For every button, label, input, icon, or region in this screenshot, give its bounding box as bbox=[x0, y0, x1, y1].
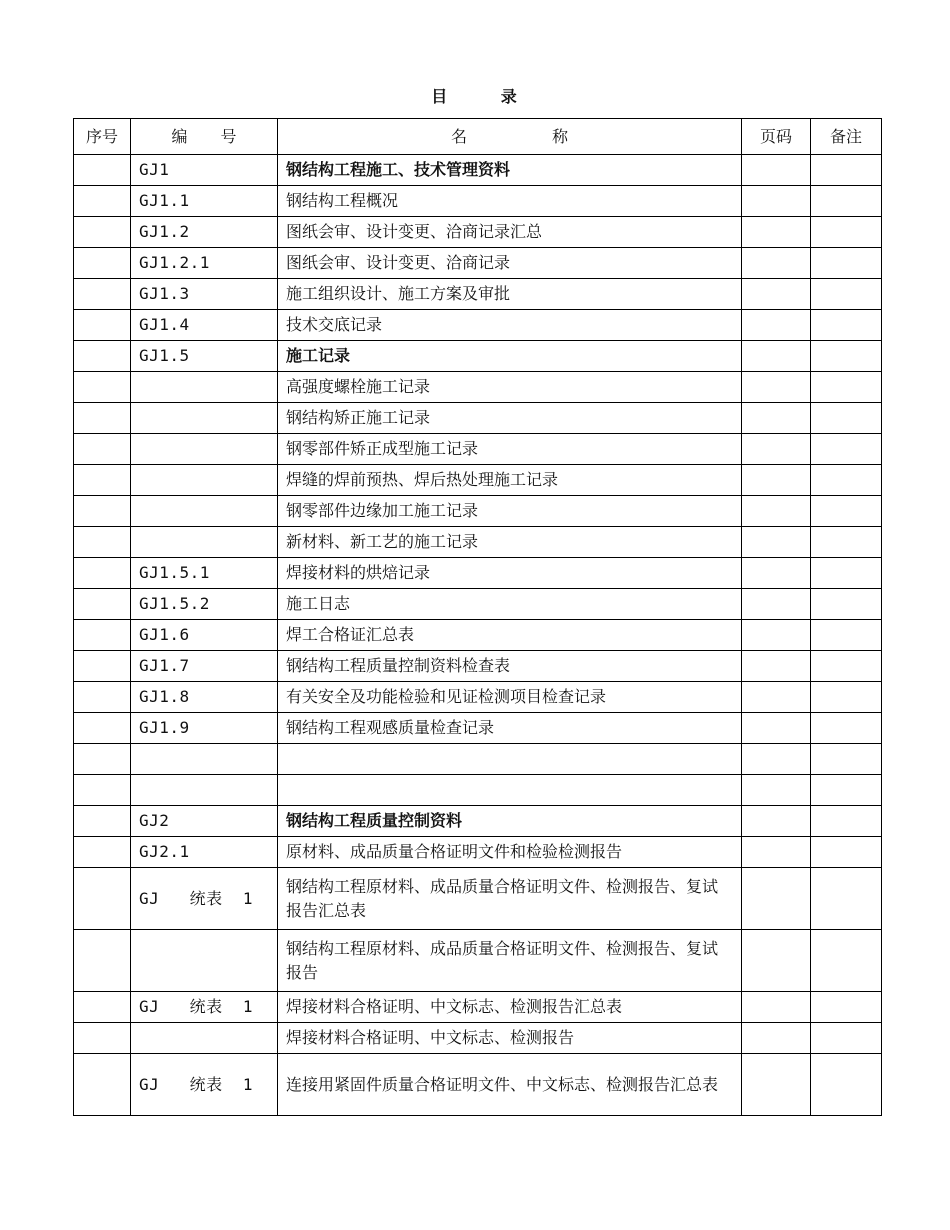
remark-cell bbox=[811, 217, 882, 248]
code-cell: GJ1.6 bbox=[131, 620, 278, 651]
code-cell bbox=[131, 930, 278, 992]
name-cell: 钢结构工程原材料、成品质量合格证明文件、检测报告、复试报告 bbox=[278, 930, 742, 992]
name-cell: 钢结构工程质量控制资料 bbox=[278, 806, 742, 837]
table-row bbox=[74, 1054, 882, 1116]
table-row bbox=[74, 744, 882, 775]
header-row bbox=[74, 119, 882, 155]
table-row bbox=[74, 682, 882, 713]
page-cell bbox=[742, 558, 811, 589]
name-cell: 钢结构矫正施工记录 bbox=[278, 403, 742, 434]
remark-cell bbox=[811, 1023, 882, 1054]
remark-cell bbox=[811, 527, 882, 558]
remark-cell bbox=[811, 744, 882, 775]
code-cell bbox=[131, 434, 278, 465]
table-row bbox=[74, 527, 882, 558]
remark-cell bbox=[811, 248, 882, 279]
name-cell bbox=[278, 775, 742, 806]
name-cell: 钢结构工程施工、技术管理资料 bbox=[278, 155, 742, 186]
name-cell: 焊接材料的烘焙记录 bbox=[278, 558, 742, 589]
seq-cell bbox=[74, 248, 131, 279]
remark-cell bbox=[811, 279, 882, 310]
code-cell: GJ1.1 bbox=[131, 186, 278, 217]
remark-cell bbox=[811, 837, 882, 868]
code-cell bbox=[131, 372, 278, 403]
name-cell: 原材料、成品质量合格证明文件和检验检测报告 bbox=[278, 837, 742, 868]
remark-cell bbox=[811, 1054, 882, 1116]
page-cell bbox=[742, 806, 811, 837]
name-cell: 有关安全及功能检验和见证检测项目检查记录 bbox=[278, 682, 742, 713]
seq-cell bbox=[74, 713, 131, 744]
code-cell bbox=[131, 775, 278, 806]
code-cell: GJ 统表 1 bbox=[131, 868, 278, 930]
seq-cell bbox=[74, 589, 131, 620]
name-cell bbox=[278, 744, 742, 775]
remark-cell bbox=[811, 496, 882, 527]
table-row bbox=[74, 589, 882, 620]
header-code: 编 号 bbox=[131, 119, 278, 155]
table-row bbox=[74, 558, 882, 589]
table-row bbox=[74, 837, 882, 868]
remark-cell bbox=[811, 930, 882, 992]
seq-cell bbox=[74, 775, 131, 806]
seq-cell bbox=[74, 465, 131, 496]
code-cell bbox=[131, 465, 278, 496]
code-cell bbox=[131, 744, 278, 775]
seq-cell bbox=[74, 403, 131, 434]
name-cell: 焊工合格证汇总表 bbox=[278, 620, 742, 651]
table-row bbox=[74, 248, 882, 279]
name-cell: 施工记录 bbox=[278, 341, 742, 372]
name-cell: 连接用紧固件质量合格证明文件、中文标志、检测报告汇总表 bbox=[278, 1054, 742, 1116]
code-cell bbox=[131, 403, 278, 434]
name-cell: 图纸会审、设计变更、洽商记录汇总 bbox=[278, 217, 742, 248]
table-row bbox=[74, 930, 882, 992]
name-cell: 钢零部件矫正成型施工记录 bbox=[278, 434, 742, 465]
table-row bbox=[74, 465, 882, 496]
seq-cell bbox=[74, 155, 131, 186]
name-cell: 钢结构工程质量控制资料检查表 bbox=[278, 651, 742, 682]
page-cell bbox=[742, 682, 811, 713]
table-row bbox=[74, 310, 882, 341]
remark-cell bbox=[811, 713, 882, 744]
seq-cell bbox=[74, 186, 131, 217]
remark-cell bbox=[811, 155, 882, 186]
name-cell: 图纸会审、设计变更、洽商记录 bbox=[278, 248, 742, 279]
toc-table bbox=[73, 118, 882, 1116]
seq-cell bbox=[74, 1023, 131, 1054]
page-cell bbox=[742, 620, 811, 651]
table-row bbox=[74, 651, 882, 682]
remark-cell bbox=[811, 465, 882, 496]
name-cell: 焊接材料合格证明、中文标志、检测报告 bbox=[278, 1023, 742, 1054]
code-cell bbox=[131, 527, 278, 558]
header-remark: 备注 bbox=[811, 119, 882, 155]
seq-cell bbox=[74, 558, 131, 589]
code-cell: GJ1.5.1 bbox=[131, 558, 278, 589]
seq-cell bbox=[74, 806, 131, 837]
table-row bbox=[74, 434, 882, 465]
seq-cell bbox=[74, 341, 131, 372]
name-cell: 钢结构工程观感质量检查记录 bbox=[278, 713, 742, 744]
code-cell: GJ1.9 bbox=[131, 713, 278, 744]
name-cell: 钢结构工程概况 bbox=[278, 186, 742, 217]
table-row bbox=[74, 403, 882, 434]
page-cell bbox=[742, 775, 811, 806]
table-row bbox=[74, 806, 882, 837]
seq-cell bbox=[74, 651, 131, 682]
seq-cell bbox=[74, 744, 131, 775]
table-row bbox=[74, 775, 882, 806]
page-cell bbox=[742, 744, 811, 775]
remark-cell bbox=[811, 341, 882, 372]
table-row bbox=[74, 372, 882, 403]
table-row bbox=[74, 496, 882, 527]
code-cell: GJ2.1 bbox=[131, 837, 278, 868]
table-row bbox=[74, 186, 882, 217]
code-cell: GJ 统表 1 bbox=[131, 1054, 278, 1116]
code-cell: GJ1.3 bbox=[131, 279, 278, 310]
seq-cell bbox=[74, 310, 131, 341]
code-cell: GJ1.4 bbox=[131, 310, 278, 341]
remark-cell bbox=[811, 682, 882, 713]
name-cell: 焊接材料合格证明、中文标志、检测报告汇总表 bbox=[278, 992, 742, 1023]
seq-cell bbox=[74, 1054, 131, 1116]
page-cell bbox=[742, 465, 811, 496]
table-row bbox=[74, 868, 882, 930]
table-row bbox=[74, 620, 882, 651]
seq-cell bbox=[74, 279, 131, 310]
remark-cell bbox=[811, 372, 882, 403]
code-cell: GJ1.5 bbox=[131, 341, 278, 372]
seq-cell bbox=[74, 372, 131, 403]
header-name: 名 称 bbox=[278, 119, 742, 155]
code-cell: GJ1.8 bbox=[131, 682, 278, 713]
name-cell: 施工日志 bbox=[278, 589, 742, 620]
table-row bbox=[74, 341, 882, 372]
seq-cell bbox=[74, 217, 131, 248]
table-row bbox=[74, 713, 882, 744]
remark-cell bbox=[811, 868, 882, 930]
name-cell: 施工组织设计、施工方案及审批 bbox=[278, 279, 742, 310]
code-cell: GJ1 bbox=[131, 155, 278, 186]
page-cell bbox=[742, 713, 811, 744]
page-cell bbox=[742, 279, 811, 310]
seq-cell bbox=[74, 682, 131, 713]
header-page: 页码 bbox=[742, 119, 811, 155]
page-cell bbox=[742, 434, 811, 465]
seq-cell bbox=[74, 837, 131, 868]
remark-cell bbox=[811, 558, 882, 589]
page-cell bbox=[742, 310, 811, 341]
remark-cell bbox=[811, 589, 882, 620]
code-cell: GJ1.7 bbox=[131, 651, 278, 682]
code-cell: GJ 统表 1 bbox=[131, 992, 278, 1023]
table-row bbox=[74, 1023, 882, 1054]
page-cell bbox=[742, 930, 811, 992]
toc-body bbox=[74, 155, 882, 1116]
table-row bbox=[74, 992, 882, 1023]
name-cell: 技术交底记录 bbox=[278, 310, 742, 341]
page-cell bbox=[742, 1054, 811, 1116]
page-cell bbox=[742, 372, 811, 403]
code-cell bbox=[131, 1023, 278, 1054]
code-cell: GJ1.5.2 bbox=[131, 589, 278, 620]
name-cell: 钢零部件边缘加工施工记录 bbox=[278, 496, 742, 527]
page-cell bbox=[742, 837, 811, 868]
table-row bbox=[74, 155, 882, 186]
seq-cell bbox=[74, 620, 131, 651]
document-title: 目 录 bbox=[431, 87, 519, 106]
remark-cell bbox=[811, 992, 882, 1023]
table-row bbox=[74, 279, 882, 310]
code-cell: GJ1.2.1 bbox=[131, 248, 278, 279]
page-cell bbox=[742, 527, 811, 558]
seq-cell bbox=[74, 868, 131, 930]
page-cell bbox=[742, 217, 811, 248]
seq-cell bbox=[74, 434, 131, 465]
remark-cell bbox=[811, 806, 882, 837]
page-cell bbox=[742, 341, 811, 372]
page-cell bbox=[742, 403, 811, 434]
page-cell bbox=[742, 186, 811, 217]
remark-cell bbox=[811, 186, 882, 217]
remark-cell bbox=[811, 434, 882, 465]
seq-cell bbox=[74, 930, 131, 992]
name-cell: 钢结构工程原材料、成品质量合格证明文件、检测报告、复试报告汇总表 bbox=[278, 868, 742, 930]
page-cell bbox=[742, 155, 811, 186]
page-cell bbox=[742, 992, 811, 1023]
table-row bbox=[74, 217, 882, 248]
remark-cell bbox=[811, 651, 882, 682]
seq-cell bbox=[74, 527, 131, 558]
name-cell: 高强度螺栓施工记录 bbox=[278, 372, 742, 403]
remark-cell bbox=[811, 310, 882, 341]
seq-cell bbox=[74, 992, 131, 1023]
remark-cell bbox=[811, 775, 882, 806]
code-cell: GJ2 bbox=[131, 806, 278, 837]
page-cell bbox=[742, 651, 811, 682]
page-cell bbox=[742, 1023, 811, 1054]
header-seq: 序号 bbox=[74, 119, 131, 155]
seq-cell bbox=[74, 496, 131, 527]
name-cell: 焊缝的焊前预热、焊后热处理施工记录 bbox=[278, 465, 742, 496]
page-cell bbox=[742, 496, 811, 527]
name-cell: 新材料、新工艺的施工记录 bbox=[278, 527, 742, 558]
page-cell bbox=[742, 248, 811, 279]
code-cell: GJ1.2 bbox=[131, 217, 278, 248]
remark-cell bbox=[811, 403, 882, 434]
remark-cell bbox=[811, 620, 882, 651]
page-cell bbox=[742, 868, 811, 930]
code-cell bbox=[131, 496, 278, 527]
page-cell bbox=[742, 589, 811, 620]
